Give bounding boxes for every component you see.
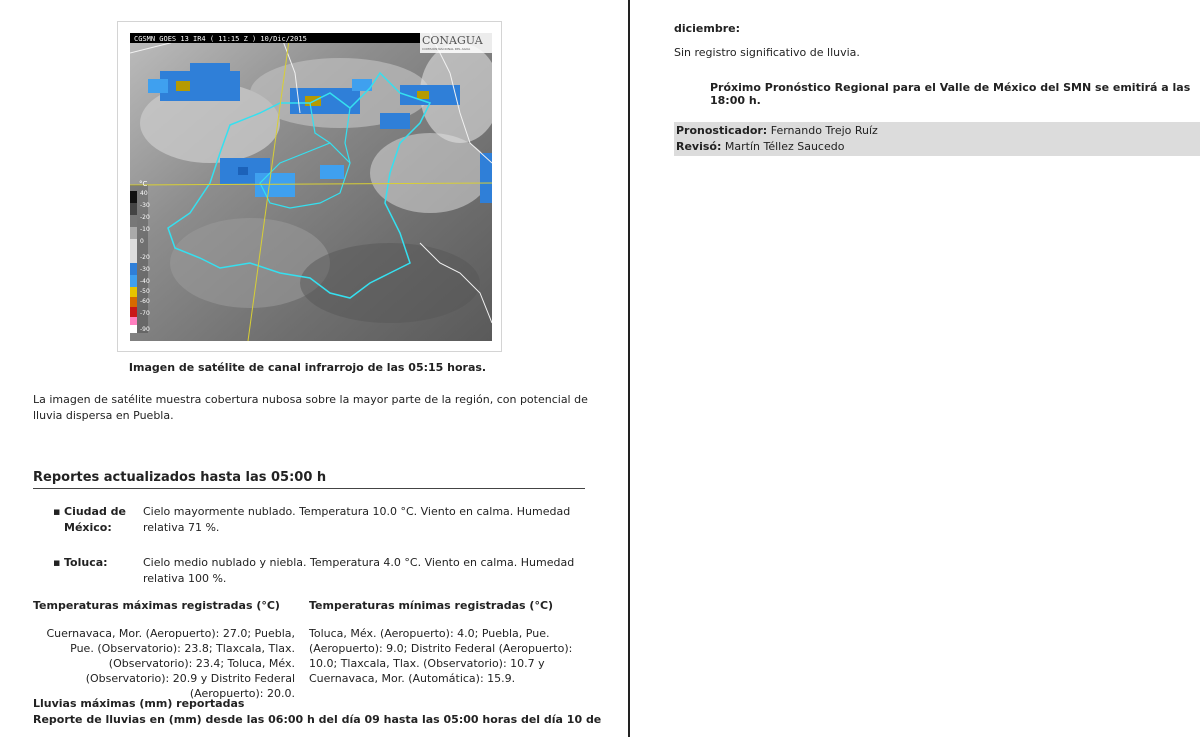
scale-swatch: [130, 263, 137, 275]
reviewer-name: Martín Téllez Saucedo: [724, 140, 845, 153]
scale-label: -30: [140, 266, 150, 273]
scale-swatch: [130, 191, 137, 203]
scale-label: 0: [140, 238, 144, 245]
scale-swatch: [130, 297, 137, 307]
scale-label: -50: [140, 288, 150, 295]
station-name: ▪ Toluca:: [53, 555, 144, 571]
satellite-image: [117, 21, 502, 352]
reports-title: Reportes actualizados hasta las 05:00 h: [33, 470, 585, 489]
station-conditions: Cielo medio nublado y niebla. Temperatura 4.0 °C. Viento en calma. Humedad relativa 100 %.: [143, 556, 575, 585]
scale-label: -20: [140, 214, 150, 221]
scale-swatch: [130, 307, 137, 317]
scale-label: -10: [140, 226, 150, 233]
conagua-logo: CONAGUA: [422, 34, 483, 47]
scale-label: -60: [140, 298, 150, 305]
right-page: [630, 0, 1200, 737]
scale-swatch: [130, 203, 137, 215]
satellite-header: CGSMN GOES 13 IR4 ( 11:15 Z ) 10/Dic/2015: [134, 35, 307, 43]
scale-swatch: [130, 317, 137, 325]
satellite-ir-map: [130, 33, 492, 341]
scale-label: -20: [140, 254, 150, 261]
satellite-caption: Imagen de satélite de canal infrarrojo de las 05:15 horas.: [128, 361, 487, 374]
max-temperatures-title: Temperaturas máximas registradas (°C): [33, 599, 280, 612]
rain-subtitle-continuation: diciembre:: [674, 22, 741, 35]
forecaster-label: Pronosticador:: [676, 124, 768, 137]
rain-summary: Sin registro significativo de lluvia.: [674, 46, 860, 59]
station-name: ▪ Ciudad de México:: [53, 504, 144, 536]
min-temperatures-text: Toluca, Méx. (Aeropuerto): 4.0; Puebla, Pue. (Aeropuerto): 9.0; Distrito Federal (Aeropuerto): 10.0; Tlaxcala, Tlax. (Observatorio): 10.7 y Cuernavaca, Mor. (Automática): 15.9.: [309, 627, 573, 685]
reviewer-row: [676, 139, 844, 155]
rain-subtitle: Reporte de lluvias en (mm) desde las 06:00 h del día 09 hasta las 05:00 horas del día 10 de: [33, 713, 602, 726]
scale-label: -30: [140, 202, 150, 209]
scale-swatch: [130, 287, 137, 297]
scale-swatch: [130, 227, 137, 239]
reviewer-label: Revisó:: [676, 140, 722, 153]
satellite-description: La imagen de satélite muestra cobertura nubosa sobre la mayor parte de la región, con potencial de lluvia dispersa en Puebla.: [33, 393, 588, 422]
scale-swatch: [130, 215, 137, 227]
forecaster-row: [676, 123, 878, 139]
next-forecast-notice: Próximo Pronóstico Regional para el Valle de México del SMN se emitirá a las 18:00 h.: [710, 81, 1191, 107]
forecaster-name: Fernando Trejo Ruíz: [770, 124, 878, 137]
station-conditions: Cielo mayormente nublado. Temperatura 10.0 °C. Viento en calma. Humedad relativa 71 %.: [143, 505, 571, 534]
max-temperatures-text: Cuernavaca, Mor. (Aeropuerto): 27.0; Puebla, Pue. (Observatorio): 23.8; Tlaxcala, Tlax. (Observatorio): 23.4; Toluca, Méx. (Observatorio): 20.9 y Distrito Federal (Aeropuerto): 20.0.: [46, 627, 295, 700]
scale-swatch: [130, 325, 137, 333]
scale-label: -90: [140, 326, 150, 333]
scale-label: 40: [140, 190, 148, 197]
scale-swatch: [130, 239, 137, 263]
min-temperatures-title: Temperaturas mínimas registradas (°C): [309, 599, 554, 612]
rain-title: Lluvias máximas (mm) reportadas: [33, 697, 245, 710]
scale-label: -40: [140, 278, 150, 285]
scale-unit: °C: [139, 180, 148, 188]
conagua-logo-subtitle: COMISIÓN NACIONAL DEL AGUA: [422, 47, 471, 51]
scale-swatch: [130, 275, 137, 287]
scale-label: -70: [140, 310, 150, 317]
